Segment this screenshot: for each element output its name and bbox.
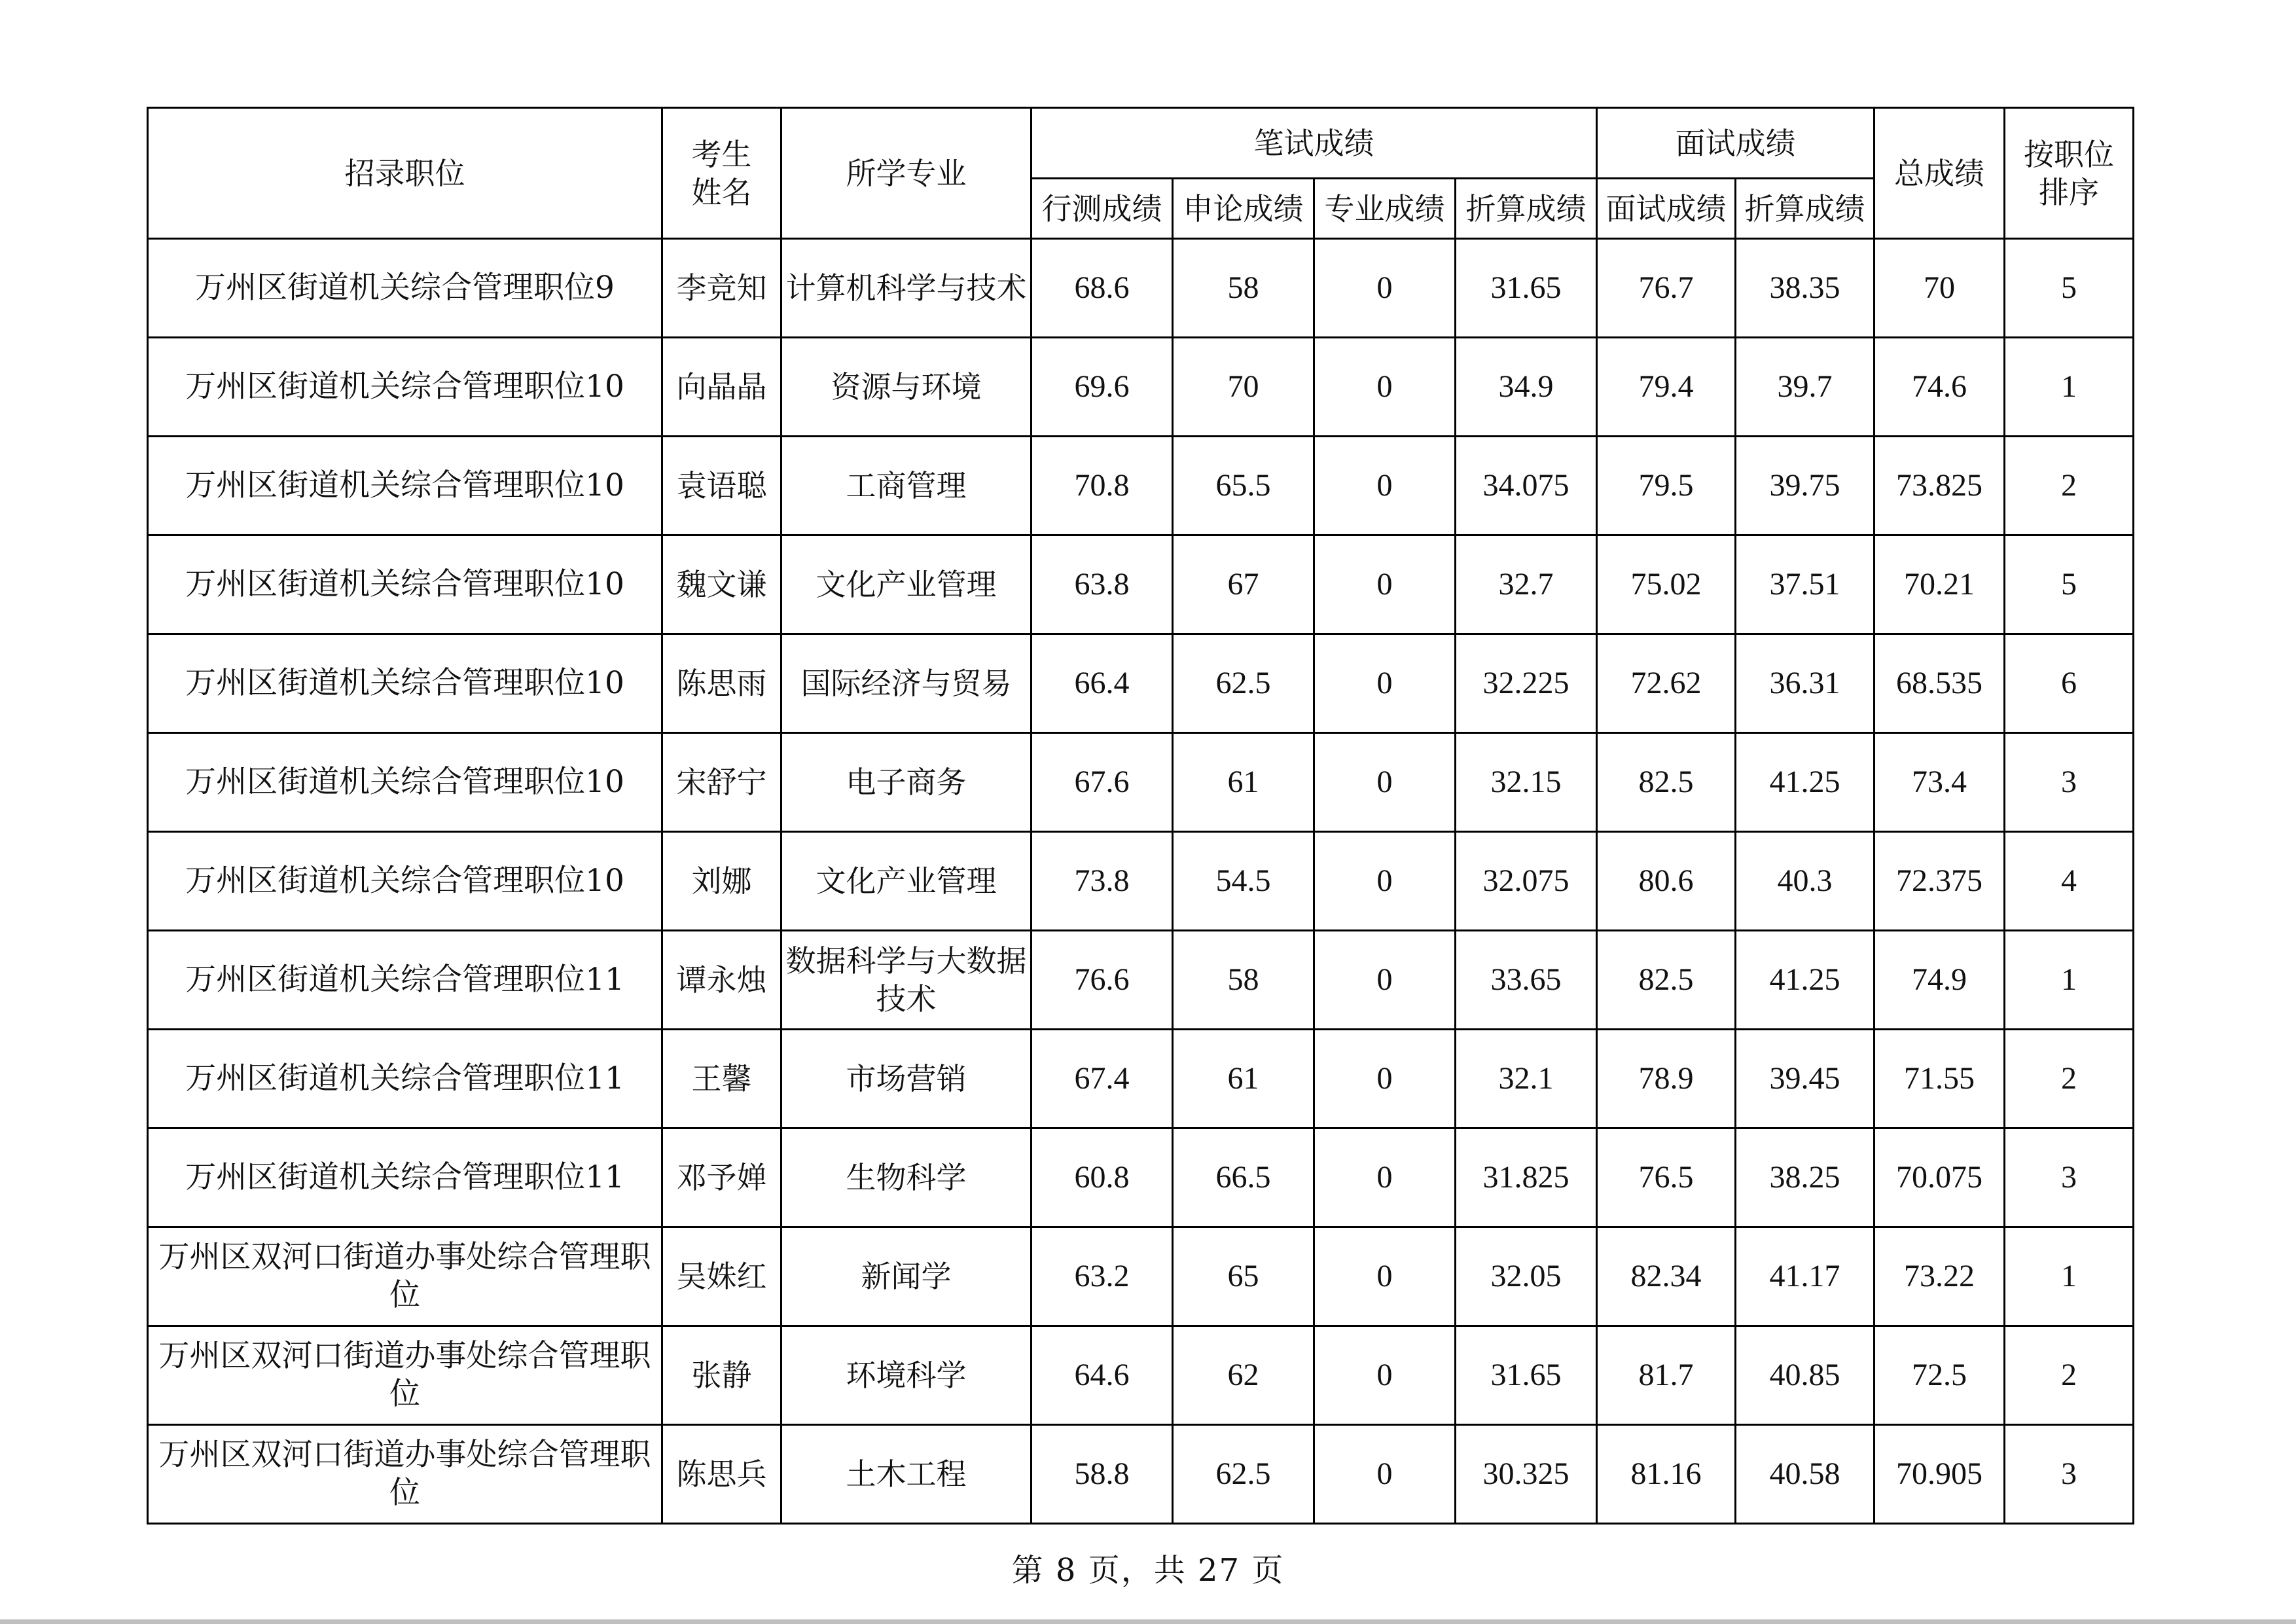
- cell-written-converted: 32.075: [1456, 832, 1597, 931]
- cell-shenlun: 65.5: [1173, 437, 1314, 535]
- cell-shenlun: 61: [1173, 1030, 1314, 1128]
- cell-position: 万州区双河口街道办事处综合管理职位: [148, 1227, 662, 1326]
- header-position: 招录职位: [148, 108, 662, 239]
- cell-rank: 3: [2005, 1425, 2134, 1524]
- cell-written-converted: 31.65: [1456, 1326, 1597, 1425]
- cell-interview-converted: 41.17: [1736, 1227, 1874, 1326]
- header-row-1: [148, 108, 2134, 179]
- table-row: [148, 733, 2134, 832]
- cell-major: 计算机科学与技术: [781, 239, 1031, 338]
- cell-position: 万州区街道机关综合管理职位10: [148, 535, 662, 634]
- cell-total: 68.535: [1874, 634, 2005, 733]
- cell-professional: 0: [1314, 1227, 1456, 1326]
- cell-professional: 0: [1314, 931, 1456, 1030]
- cell-total: 72.5: [1874, 1326, 2005, 1425]
- cell-interview-score: 79.5: [1597, 437, 1736, 535]
- header-total: 总成绩: [1874, 108, 2005, 239]
- table-row: [148, 1227, 2134, 1326]
- cell-total: 70.21: [1874, 535, 2005, 634]
- cell-xingce: 58.8: [1031, 1425, 1173, 1524]
- cell-name: 陈思兵: [662, 1425, 781, 1524]
- cell-name: 李竞知: [662, 239, 781, 338]
- cell-total: 74.9: [1874, 931, 2005, 1030]
- cell-interview-converted: 39.45: [1736, 1030, 1874, 1128]
- score-table: [147, 107, 2134, 1525]
- table-row: [148, 1030, 2134, 1128]
- cell-professional: 0: [1314, 338, 1456, 437]
- cell-interview-score: 76.7: [1597, 239, 1736, 338]
- cell-professional: 0: [1314, 634, 1456, 733]
- cell-written-converted: 30.325: [1456, 1425, 1597, 1524]
- cell-total: 70.075: [1874, 1128, 2005, 1227]
- cell-position: 万州区街道机关综合管理职位10: [148, 733, 662, 832]
- cell-written-converted: 33.65: [1456, 931, 1597, 1030]
- cell-xingce: 70.8: [1031, 437, 1173, 535]
- cell-name: 吴姝红: [662, 1227, 781, 1326]
- table-row: [148, 1425, 2134, 1524]
- cell-shenlun: 62.5: [1173, 634, 1314, 733]
- cell-interview-converted: 41.25: [1736, 931, 1874, 1030]
- cell-major: 新闻学: [781, 1227, 1031, 1326]
- cell-professional: 0: [1314, 239, 1456, 338]
- cell-professional: 0: [1314, 1326, 1456, 1425]
- cell-interview-score: 80.6: [1597, 832, 1736, 931]
- cell-xingce: 73.8: [1031, 832, 1173, 931]
- cell-rank: 1: [2005, 931, 2134, 1030]
- header-interview-score: 面试成绩: [1597, 179, 1736, 239]
- cell-major: 电子商务: [781, 733, 1031, 832]
- cell-xingce: 60.8: [1031, 1128, 1173, 1227]
- table-row: [148, 338, 2134, 437]
- cell-interview-converted: 38.25: [1736, 1128, 1874, 1227]
- cell-shenlun: 54.5: [1173, 832, 1314, 931]
- cell-shenlun: 67: [1173, 535, 1314, 634]
- cell-rank: 3: [2005, 1128, 2134, 1227]
- header-xingce: 行测成绩: [1031, 179, 1173, 239]
- cell-written-converted: 32.225: [1456, 634, 1597, 733]
- page-edge-divider: [0, 1619, 2296, 1624]
- cell-major: 工商管理: [781, 437, 1031, 535]
- table-row: [148, 535, 2134, 634]
- cell-total: 73.825: [1874, 437, 2005, 535]
- cell-major: 文化产业管理: [781, 535, 1031, 634]
- cell-shenlun: 65: [1173, 1227, 1314, 1326]
- cell-xingce: 67.6: [1031, 733, 1173, 832]
- cell-name: 宋舒宁: [662, 733, 781, 832]
- cell-professional: 0: [1314, 535, 1456, 634]
- cell-name: 刘娜: [662, 832, 781, 931]
- cell-interview-score: 81.7: [1597, 1326, 1736, 1425]
- cell-position: 万州区双河口街道办事处综合管理职位: [148, 1425, 662, 1524]
- header-professional: 专业成绩: [1314, 179, 1456, 239]
- table-row: [148, 832, 2134, 931]
- table-row: [148, 1128, 2134, 1227]
- cell-interview-converted: 40.85: [1736, 1326, 1874, 1425]
- cell-professional: 0: [1314, 1128, 1456, 1227]
- cell-total: 73.4: [1874, 733, 2005, 832]
- header-name: 考生 姓名: [662, 108, 781, 239]
- cell-position: 万州区街道机关综合管理职位11: [148, 931, 662, 1030]
- cell-name: 邓予婵: [662, 1128, 781, 1227]
- cell-shenlun: 66.5: [1173, 1128, 1314, 1227]
- cell-professional: 0: [1314, 733, 1456, 832]
- header-rank: 按职位 排序: [2005, 108, 2134, 239]
- table-row: [148, 437, 2134, 535]
- cell-major: 数据科学与大数据技术: [781, 931, 1031, 1030]
- cell-professional: 0: [1314, 1030, 1456, 1128]
- cell-name: 张静: [662, 1326, 781, 1425]
- cell-rank: 2: [2005, 1030, 2134, 1128]
- cell-written-converted: 32.7: [1456, 535, 1597, 634]
- cell-xingce: 67.4: [1031, 1030, 1173, 1128]
- cell-rank: 6: [2005, 634, 2134, 733]
- cell-rank: 5: [2005, 239, 2134, 338]
- header-interview-group: 面试成绩: [1597, 108, 1874, 179]
- cell-xingce: 63.2: [1031, 1227, 1173, 1326]
- cell-total: 74.6: [1874, 338, 2005, 437]
- cell-professional: 0: [1314, 437, 1456, 535]
- cell-written-converted: 31.65: [1456, 239, 1597, 338]
- table-row: [148, 1326, 2134, 1425]
- cell-professional: 0: [1314, 832, 1456, 931]
- cell-written-converted: 32.05: [1456, 1227, 1597, 1326]
- cell-major: 市场营销: [781, 1030, 1031, 1128]
- cell-major: 环境科学: [781, 1326, 1031, 1425]
- cell-written-converted: 32.1: [1456, 1030, 1597, 1128]
- cell-name: 魏文谦: [662, 535, 781, 634]
- cell-xingce: 68.6: [1031, 239, 1173, 338]
- cell-rank: 2: [2005, 1326, 2134, 1425]
- cell-shenlun: 70: [1173, 338, 1314, 437]
- cell-shenlun: 58: [1173, 239, 1314, 338]
- cell-written-converted: 31.825: [1456, 1128, 1597, 1227]
- cell-written-converted: 32.15: [1456, 733, 1597, 832]
- cell-interview-converted: 36.31: [1736, 634, 1874, 733]
- cell-name: 王馨: [662, 1030, 781, 1128]
- cell-shenlun: 58: [1173, 931, 1314, 1030]
- cell-name: 陈思雨: [662, 634, 781, 733]
- cell-total: 73.22: [1874, 1227, 2005, 1326]
- cell-position: 万州区街道机关综合管理职位10: [148, 832, 662, 931]
- cell-xingce: 63.8: [1031, 535, 1173, 634]
- cell-xingce: 76.6: [1031, 931, 1173, 1030]
- cell-xingce: 64.6: [1031, 1326, 1173, 1425]
- cell-position: 万州区街道机关综合管理职位10: [148, 338, 662, 437]
- page-number: 第 8 页，共 27 页: [1011, 1552, 1285, 1589]
- cell-rank: 4: [2005, 832, 2134, 931]
- cell-shenlun: 61: [1173, 733, 1314, 832]
- cell-rank: 3: [2005, 733, 2134, 832]
- cell-interview-score: 78.9: [1597, 1030, 1736, 1128]
- cell-position: 万州区街道机关综合管理职位11: [148, 1030, 662, 1128]
- cell-interview-converted: 41.25: [1736, 733, 1874, 832]
- cell-interview-converted: 39.75: [1736, 437, 1874, 535]
- cell-interview-score: 82.5: [1597, 931, 1736, 1030]
- cell-total: 70: [1874, 239, 2005, 338]
- cell-major: 土木工程: [781, 1425, 1031, 1524]
- cell-interview-converted: 39.7: [1736, 338, 1874, 437]
- cell-total: 72.375: [1874, 832, 2005, 931]
- cell-position: 万州区街道机关综合管理职位10: [148, 634, 662, 733]
- cell-written-converted: 34.9: [1456, 338, 1597, 437]
- cell-name: 向晶晶: [662, 338, 781, 437]
- cell-name: 谭永烛: [662, 931, 781, 1030]
- cell-interview-score: 75.02: [1597, 535, 1736, 634]
- cell-interview-converted: 37.51: [1736, 535, 1874, 634]
- cell-xingce: 66.4: [1031, 634, 1173, 733]
- cell-shenlun: 62.5: [1173, 1425, 1314, 1524]
- cell-shenlun: 62: [1173, 1326, 1314, 1425]
- cell-major: 国际经济与贸易: [781, 634, 1031, 733]
- cell-position: 万州区双河口街道办事处综合管理职位: [148, 1326, 662, 1425]
- cell-interview-converted: 38.35: [1736, 239, 1874, 338]
- cell-interview-converted: 40.3: [1736, 832, 1874, 931]
- cell-interview-score: 82.5: [1597, 733, 1736, 832]
- table-row: [148, 634, 2134, 733]
- cell-interview-score: 81.16: [1597, 1425, 1736, 1524]
- table-row: [148, 931, 2134, 1030]
- header-written-group: 笔试成绩: [1031, 108, 1597, 179]
- cell-interview-score: 76.5: [1597, 1128, 1736, 1227]
- cell-interview-score: 82.34: [1597, 1227, 1736, 1326]
- header-written-converted: 折算成绩: [1456, 179, 1597, 239]
- cell-interview-score: 79.4: [1597, 338, 1736, 437]
- cell-rank: 1: [2005, 338, 2134, 437]
- cell-interview-converted: 40.58: [1736, 1425, 1874, 1524]
- cell-total: 71.55: [1874, 1030, 2005, 1128]
- cell-position: 万州区街道机关综合管理职位9: [148, 239, 662, 338]
- cell-major: 生物科学: [781, 1128, 1031, 1227]
- table-row: [148, 239, 2134, 338]
- cell-interview-score: 72.62: [1597, 634, 1736, 733]
- header-major: 所学专业: [781, 108, 1031, 239]
- cell-xingce: 69.6: [1031, 338, 1173, 437]
- cell-major: 文化产业管理: [781, 832, 1031, 931]
- cell-total: 70.905: [1874, 1425, 2005, 1524]
- cell-rank: 2: [2005, 437, 2134, 535]
- cell-major: 资源与环境: [781, 338, 1031, 437]
- cell-professional: 0: [1314, 1425, 1456, 1524]
- header-shenlun: 申论成绩: [1173, 179, 1314, 239]
- cell-rank: 5: [2005, 535, 2134, 634]
- cell-position: 万州区街道机关综合管理职位10: [148, 437, 662, 535]
- cell-position: 万州区街道机关综合管理职位11: [148, 1128, 662, 1227]
- header-interview-converted: 折算成绩: [1736, 179, 1874, 239]
- cell-name: 袁语聪: [662, 437, 781, 535]
- cell-rank: 1: [2005, 1227, 2134, 1326]
- table-body: [148, 239, 2134, 1524]
- cell-written-converted: 34.075: [1456, 437, 1597, 535]
